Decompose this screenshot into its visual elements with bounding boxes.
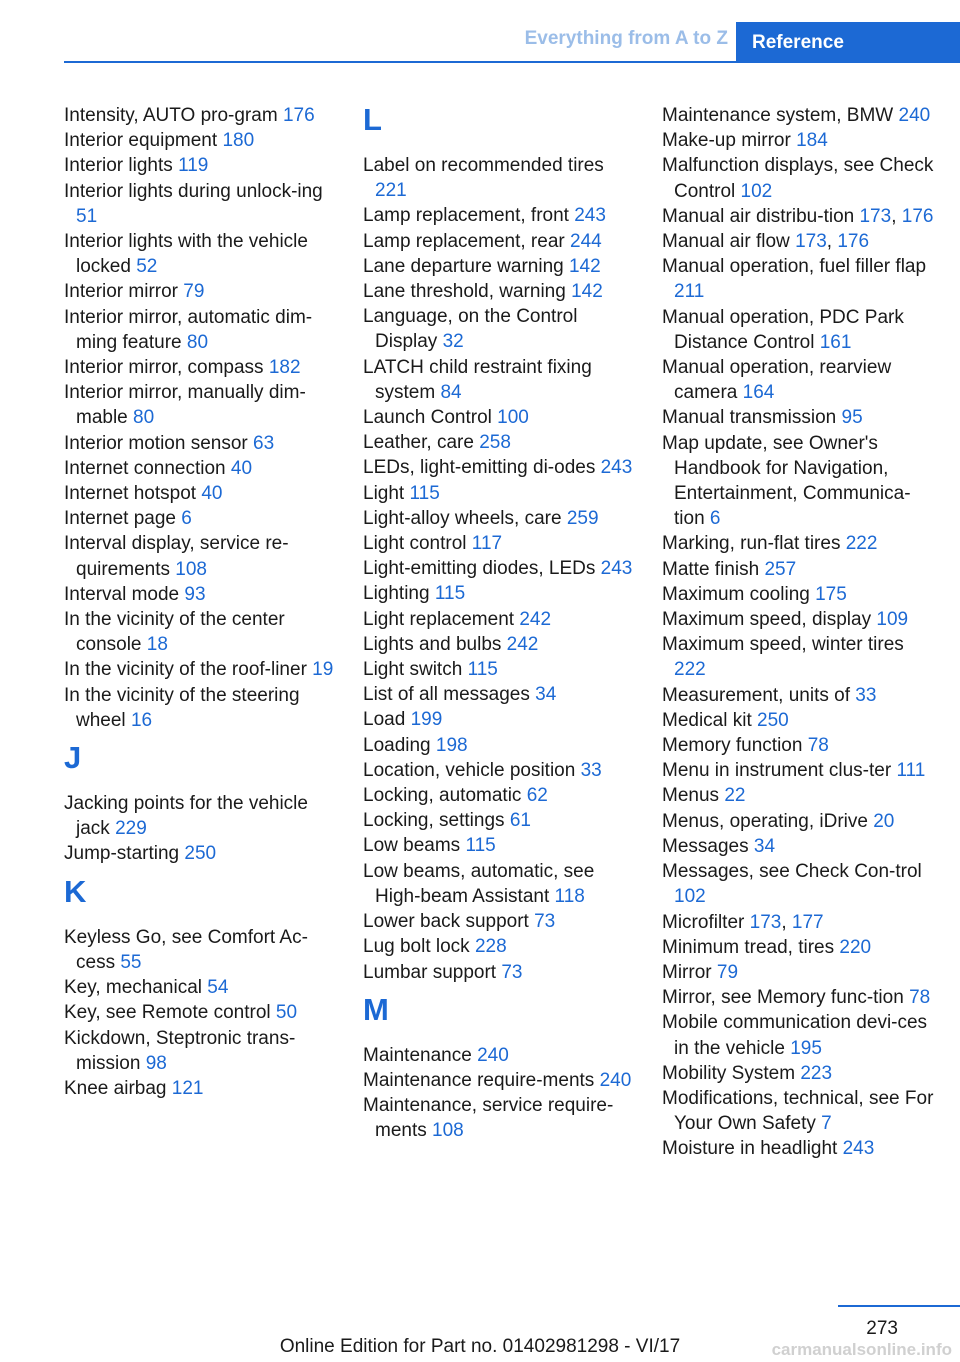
index-entry bbox=[64, 431, 339, 456]
index-term: Interior lights during unlock-ing bbox=[64, 180, 323, 202]
index-term: Mobile communication devi-ces in the vehicle bbox=[662, 1012, 928, 1059]
index-entry bbox=[363, 430, 638, 455]
index-entry bbox=[363, 556, 638, 581]
index-entry bbox=[662, 531, 937, 556]
page-reference-link[interactable]: 119 bbox=[178, 155, 209, 177]
index-entry bbox=[662, 128, 937, 153]
page-reference-link[interactable]: 242 bbox=[506, 633, 539, 655]
page-reference-link[interactable]: 257 bbox=[764, 558, 797, 580]
page-reference-link[interactable]: 195 bbox=[790, 1037, 822, 1059]
footer-rule bbox=[838, 1305, 960, 1307]
index-entry bbox=[64, 153, 339, 178]
index-term: Moisture in headlight bbox=[662, 1138, 838, 1160]
page-reference-link[interactable]: 78 bbox=[909, 987, 931, 1009]
index-term: Map update, see Owner's Handbook for Navigation, Entertainment, Communica-tion bbox=[662, 432, 911, 530]
page-reference-link[interactable]: 229 bbox=[115, 818, 147, 840]
page-reference-link[interactable]: 244 bbox=[570, 230, 602, 252]
index-entry bbox=[662, 557, 937, 582]
page-reference-link[interactable]: 115 bbox=[409, 482, 440, 504]
index-term: Lower back support bbox=[363, 911, 529, 933]
page-reference-link[interactable]: 173 bbox=[859, 205, 892, 227]
page-reference-link[interactable]: 54 bbox=[207, 977, 229, 999]
index-term: Jump-starting bbox=[64, 843, 180, 865]
index-entry bbox=[662, 683, 937, 708]
index-term: Intensity, AUTO pro-gram bbox=[64, 105, 278, 126]
index-entry bbox=[363, 783, 638, 808]
page-reference-link[interactable]: 242 bbox=[519, 608, 552, 630]
index-term: Light control bbox=[363, 533, 467, 555]
index-term: Manual operation, PDC Park Distance Control bbox=[662, 306, 904, 353]
index-term: Interior mirror, manually dim-mable bbox=[64, 382, 306, 429]
page-reference-link[interactable]: 161 bbox=[819, 331, 852, 353]
index-entry bbox=[363, 203, 638, 228]
page-reference-link[interactable]: 243 bbox=[600, 457, 633, 479]
page-reference-link[interactable]: 98 bbox=[145, 1052, 167, 1074]
index-term: Manual air flow bbox=[662, 231, 790, 253]
index-entry bbox=[64, 791, 339, 841]
page-reference-link[interactable]: 211 bbox=[674, 281, 705, 303]
letter-heading: J bbox=[64, 740, 82, 776]
index-entry bbox=[662, 935, 937, 960]
index-term: Manual air distribu-tion bbox=[662, 205, 855, 227]
page-reference-link[interactable]: 221 bbox=[375, 180, 407, 202]
index-entry bbox=[662, 103, 937, 128]
page-reference-link[interactable]: 220 bbox=[839, 936, 872, 958]
index-entry bbox=[662, 960, 937, 985]
index-term: Marking, run-flat tires bbox=[662, 533, 841, 555]
letter-heading: L bbox=[363, 102, 382, 137]
index-term: Location, vehicle position bbox=[363, 759, 576, 781]
page-reference-link[interactable]: 259 bbox=[566, 507, 599, 529]
page-reference-link[interactable]: 63 bbox=[253, 432, 275, 454]
index-entry bbox=[363, 859, 638, 909]
page-reference-link[interactable]: 78 bbox=[807, 735, 829, 757]
index-term: Maintenance require-ments bbox=[363, 1069, 595, 1091]
index-term: Memory function bbox=[662, 735, 803, 757]
letter-heading: K bbox=[64, 873, 87, 909]
index-term: Matte finish bbox=[662, 558, 760, 580]
page-reference-link[interactable]: 6 bbox=[709, 508, 721, 530]
index-term: Modifications, technical, see For Your Own Safety bbox=[662, 1087, 934, 1135]
index-entry: Manual air flow 173, 176 bbox=[662, 231, 870, 253]
index-term: Internet page bbox=[64, 508, 176, 530]
index-column-1 bbox=[64, 103, 339, 1101]
index-term: Key, see Remote control bbox=[64, 1002, 271, 1024]
index-term: Lane departure warning bbox=[363, 255, 564, 277]
index-term: Internet connection bbox=[64, 457, 226, 479]
index-entry bbox=[662, 607, 937, 632]
index-term: Interior mirror, automatic dim-ming feature bbox=[64, 306, 313, 353]
page-reference-link[interactable]: 243 bbox=[600, 558, 633, 580]
index-entry bbox=[64, 582, 339, 607]
index-term: Messages bbox=[662, 835, 749, 857]
index-entry bbox=[363, 1043, 638, 1068]
index-entry bbox=[662, 305, 937, 355]
index-entry bbox=[363, 355, 638, 405]
index-term: Light switch bbox=[363, 659, 463, 681]
page-reference-link[interactable]: 40 bbox=[230, 457, 253, 479]
index-entry bbox=[64, 279, 339, 304]
index-term: Menus, operating, iDrive bbox=[662, 810, 868, 832]
page-reference-link[interactable]: 102 bbox=[674, 886, 706, 908]
index-term: Keyless Go, see Comfort Ac-cess bbox=[64, 926, 308, 973]
index-entry bbox=[363, 808, 638, 833]
index-column-2 bbox=[363, 103, 638, 1144]
index-entry bbox=[662, 733, 937, 758]
index-entry bbox=[363, 304, 638, 354]
running-header-chapter-tab: Reference bbox=[736, 22, 960, 62]
index-term: Lug bolt lock bbox=[363, 936, 470, 958]
index-term: Interior equipment bbox=[64, 130, 218, 152]
index-term: Maximum speed, display bbox=[662, 609, 872, 631]
index-entry: Manual air distribu-tion 173, 176 bbox=[662, 205, 934, 227]
index-term: Lane threshold, warning bbox=[363, 281, 566, 303]
page-reference-link[interactable]: 79 bbox=[716, 961, 739, 983]
page-reference-link[interactable]: 22 bbox=[724, 785, 746, 807]
index-term: In the vicinity of the center console bbox=[64, 609, 285, 656]
index-term: Menus bbox=[662, 785, 720, 807]
index-entry bbox=[363, 607, 638, 632]
index-entry bbox=[64, 179, 339, 229]
index-entry bbox=[363, 632, 638, 657]
page-reference-link[interactable]: 198 bbox=[435, 734, 468, 756]
index-entry bbox=[363, 833, 638, 858]
index-entry bbox=[662, 1086, 937, 1136]
index-term: Light replacement bbox=[363, 608, 515, 630]
index-term: List of all messages bbox=[363, 684, 530, 706]
page-reference-link[interactable]: 108 bbox=[432, 1120, 464, 1142]
page-number: 273 bbox=[866, 1318, 898, 1339]
index-entry bbox=[662, 809, 937, 834]
index-term: Interior mirror bbox=[64, 281, 179, 303]
page-reference-link[interactable]: 117 bbox=[471, 533, 503, 555]
page-reference-link[interactable]: 51 bbox=[76, 205, 98, 227]
index-term: Messages, see Check Con-trol bbox=[662, 861, 922, 883]
index-term: Interval mode bbox=[64, 583, 180, 605]
page-reference-link[interactable]: 62 bbox=[526, 785, 548, 807]
index-entry bbox=[363, 657, 638, 682]
index-term: Kickdown, Steptronic trans-mission bbox=[64, 1027, 296, 1074]
index-entry bbox=[662, 632, 937, 682]
index-term: Light-alloy wheels, care bbox=[363, 507, 562, 529]
page-reference-link[interactable]: 175 bbox=[815, 583, 847, 605]
page-reference-link[interactable]: 173 bbox=[749, 911, 782, 933]
index-column-3 bbox=[662, 103, 937, 1162]
index-entry bbox=[662, 1010, 937, 1060]
index-term: Malfunction displays, see Check Control bbox=[662, 155, 934, 202]
page-reference-link[interactable]: 73 bbox=[534, 911, 556, 933]
index-entry bbox=[662, 254, 937, 304]
index-entry bbox=[64, 683, 339, 733]
index-entry bbox=[363, 506, 638, 531]
index-term: Medical kit bbox=[662, 709, 752, 731]
page-reference-link[interactable]: 258 bbox=[479, 432, 511, 454]
index-term: Microfilter bbox=[662, 911, 745, 933]
page-reference-link[interactable]: 33 bbox=[855, 684, 877, 706]
page-reference-link[interactable]: 19 bbox=[312, 659, 334, 681]
page-reference-link[interactable]: 240 bbox=[898, 105, 931, 126]
index-term: Language, on the Control Display bbox=[363, 306, 578, 353]
index-term: Measurement, units of bbox=[662, 684, 850, 706]
index-entry bbox=[662, 985, 937, 1010]
page-reference-link[interactable]: 20 bbox=[873, 810, 895, 832]
index-entry bbox=[363, 733, 638, 758]
page-reference-link[interactable]: 55 bbox=[120, 951, 142, 973]
index-term: Low beams, automatic, see High-beam Assistant bbox=[363, 860, 595, 907]
index-term: Mobility System bbox=[662, 1062, 796, 1084]
page-reference-link[interactable]: 176 bbox=[901, 205, 934, 227]
index-entry bbox=[363, 229, 638, 254]
page-reference-link[interactable]: 240 bbox=[477, 1044, 509, 1066]
index-entry bbox=[64, 531, 339, 581]
index-entry bbox=[363, 254, 638, 279]
page-reference-link[interactable]: 108 bbox=[175, 558, 207, 580]
index-entry bbox=[64, 1026, 339, 1076]
page-reference-link[interactable]: 176 bbox=[282, 105, 315, 126]
page-reference-link[interactable]: 6 bbox=[181, 508, 192, 530]
index-entry bbox=[662, 783, 937, 808]
page-reference-link[interactable]: 33 bbox=[580, 759, 602, 781]
page-reference-link[interactable]: 115 bbox=[434, 583, 466, 605]
index-entry bbox=[64, 506, 339, 531]
page-reference-link[interactable]: 100 bbox=[497, 407, 529, 429]
index-term: In the vicinity of the steering wheel bbox=[64, 684, 300, 731]
index-entry bbox=[662, 355, 937, 405]
index-term: Lights and bulbs bbox=[363, 633, 502, 655]
page-reference-link[interactable]: 115 bbox=[467, 659, 498, 681]
page-reference-link[interactable]: 40 bbox=[201, 483, 223, 505]
index-term: Minimum tread, tires bbox=[662, 936, 835, 958]
index-term: Interior mirror, compass bbox=[64, 357, 264, 379]
page-reference-link[interactable]: 118 bbox=[554, 885, 585, 907]
page-reference-link[interactable]: 222 bbox=[845, 533, 878, 555]
index-term: Jacking points for the vehicle jack bbox=[64, 793, 308, 840]
index-entry bbox=[64, 305, 339, 355]
page-reference-link[interactable]: 80 bbox=[186, 331, 209, 353]
index-entry bbox=[64, 481, 339, 506]
index-entry bbox=[64, 1000, 339, 1025]
page-reference-link[interactable]: 184 bbox=[796, 130, 828, 152]
page-reference-link[interactable]: 240 bbox=[599, 1069, 632, 1091]
index-entry bbox=[662, 405, 937, 430]
index-entry bbox=[64, 1076, 339, 1101]
watermark: carmanualsonline.info bbox=[771, 1340, 952, 1359]
index-term: Maintenance, service require-ments bbox=[363, 1095, 614, 1142]
index-term: Launch Control bbox=[363, 407, 492, 429]
index-entry bbox=[363, 960, 638, 985]
index-term: Low beams bbox=[363, 835, 461, 857]
page-reference-link[interactable]: 79 bbox=[183, 281, 205, 303]
index-entry bbox=[363, 758, 638, 783]
index-entry bbox=[64, 975, 339, 1000]
page-reference-link[interactable]: 142 bbox=[568, 255, 601, 277]
page-reference-link[interactable]: 102 bbox=[740, 180, 773, 202]
index-entry bbox=[64, 229, 339, 279]
index-term: Manual operation, rearview camera bbox=[662, 357, 892, 404]
index-entry bbox=[363, 707, 638, 732]
index-entry bbox=[662, 859, 937, 909]
page-reference-link[interactable]: 243 bbox=[842, 1138, 875, 1160]
page-reference-link[interactable]: 34 bbox=[535, 684, 557, 706]
page-reference-link[interactable]: 164 bbox=[742, 382, 775, 404]
index-term: Lamp replacement, rear bbox=[363, 230, 565, 252]
page-reference-link[interactable]: 121 bbox=[171, 1077, 204, 1099]
index-entry bbox=[64, 103, 339, 128]
index-term: Light-emitting diodes, LEDs bbox=[363, 558, 596, 580]
index-entry bbox=[363, 531, 638, 556]
index-entry bbox=[64, 841, 339, 866]
index-term: Lumbar support bbox=[363, 961, 497, 983]
index-entry bbox=[363, 934, 638, 959]
page-reference-link[interactable]: 95 bbox=[841, 407, 863, 429]
index-term: Interval display, service re-quirements bbox=[64, 533, 289, 580]
index-term: Label on recommended tires bbox=[363, 155, 604, 176]
index-entry bbox=[662, 708, 937, 733]
index-term: Make-up mirror bbox=[662, 130, 791, 152]
index-entry bbox=[363, 1093, 638, 1143]
index-entry bbox=[363, 1068, 638, 1093]
index-entry bbox=[363, 153, 638, 203]
page-reference-link[interactable]: 52 bbox=[136, 256, 158, 278]
page-reference-link[interactable]: 228 bbox=[474, 936, 507, 958]
index-entry bbox=[662, 1136, 937, 1161]
index-term: Maintenance system, BMW bbox=[662, 105, 894, 126]
index-entry bbox=[363, 455, 638, 480]
page-reference-link[interactable]: 115 bbox=[465, 835, 496, 857]
page-reference-link[interactable]: 250 bbox=[184, 843, 217, 865]
index-entry bbox=[64, 380, 339, 430]
index-term: Internet hotspot bbox=[64, 483, 197, 505]
index-entry bbox=[363, 481, 638, 506]
page-reference-link[interactable]: 176 bbox=[837, 231, 870, 253]
index-entry bbox=[662, 834, 937, 859]
index-entry bbox=[64, 607, 339, 657]
index-entry bbox=[64, 657, 339, 682]
index-term: Maintenance bbox=[363, 1044, 472, 1066]
index-term: Load bbox=[363, 709, 406, 731]
index-entry bbox=[662, 758, 937, 783]
index-entry bbox=[64, 925, 339, 975]
page-reference-link[interactable]: 243 bbox=[574, 205, 606, 227]
index-entry bbox=[363, 909, 638, 934]
index-entry bbox=[662, 1061, 937, 1086]
page-reference-link[interactable]: 182 bbox=[268, 357, 301, 379]
page-reference-link[interactable]: 61 bbox=[509, 810, 531, 832]
page-reference-link[interactable]: 142 bbox=[571, 281, 603, 303]
index-entry bbox=[64, 456, 339, 481]
page-reference-link[interactable]: 173 bbox=[795, 231, 827, 253]
index-entry bbox=[363, 279, 638, 304]
index-term: Maximum cooling bbox=[662, 583, 810, 605]
index-term: Locking, automatic bbox=[363, 785, 522, 807]
page-reference-link[interactable]: 80 bbox=[133, 407, 155, 429]
index-term: Loading bbox=[363, 734, 431, 756]
page-reference-link[interactable]: 18 bbox=[146, 634, 168, 656]
page-reference-link[interactable]: 223 bbox=[800, 1062, 833, 1084]
page-reference-link[interactable]: 73 bbox=[501, 961, 523, 983]
index-term: Menu in instrument clus-ter bbox=[662, 760, 892, 782]
page-reference-link[interactable]: 32 bbox=[442, 331, 464, 353]
index-entry bbox=[64, 128, 339, 153]
index-term: Key, mechanical bbox=[64, 977, 202, 999]
index-term: Mirror bbox=[662, 961, 712, 983]
index-term: Lighting bbox=[363, 583, 430, 605]
index-term: LATCH child restraint fixing system bbox=[363, 356, 592, 403]
index-entry bbox=[363, 581, 638, 606]
index-entry bbox=[363, 682, 638, 707]
index-term: Leather, care bbox=[363, 432, 474, 454]
letter-heading: M bbox=[363, 991, 389, 1027]
page-reference-link[interactable]: 250 bbox=[757, 709, 789, 731]
page-reference-link[interactable]: 84 bbox=[440, 381, 462, 403]
index-entry bbox=[363, 405, 638, 430]
page-reference-link[interactable]: 111 bbox=[896, 760, 926, 782]
index-entry bbox=[662, 582, 937, 607]
index-term: Manual transmission bbox=[662, 407, 837, 429]
running-header-section: Everything from A to Z bbox=[524, 28, 728, 49]
page-reference-link[interactable]: 93 bbox=[184, 583, 206, 605]
page-reference-link[interactable]: 7 bbox=[821, 1113, 832, 1135]
page-reference-link[interactable]: 16 bbox=[130, 709, 153, 731]
index-entry bbox=[662, 431, 937, 532]
index-entry: Microfilter 173, 177 bbox=[662, 911, 824, 933]
edition-note: Online Edition for Part no. 01402981298 - VI/17 bbox=[279, 1336, 681, 1357]
index-term: Interior lights bbox=[64, 155, 173, 177]
header-rule bbox=[64, 61, 960, 63]
index-entry bbox=[662, 153, 937, 203]
page-reference-link[interactable]: 180 bbox=[222, 130, 255, 152]
page-reference-link[interactable]: 109 bbox=[876, 609, 909, 631]
index-entry bbox=[64, 355, 339, 380]
index-term: Mirror, see Memory func-tion bbox=[662, 987, 904, 1009]
index-term: LEDs, light-emitting di-odes bbox=[363, 457, 596, 479]
index-term: Maximum speed, winter tires bbox=[662, 634, 904, 656]
index-term: Manual operation, fuel filler flap bbox=[662, 256, 927, 278]
page-reference-link[interactable]: 34 bbox=[753, 835, 776, 857]
index-term: Interior lights with the vehicle locked bbox=[64, 231, 308, 278]
page-reference-link[interactable]: 199 bbox=[410, 709, 443, 731]
index-term: In the vicinity of the roof-liner bbox=[64, 659, 307, 681]
page-reference-link[interactable]: 177 bbox=[791, 911, 824, 933]
page-reference-link[interactable]: 50 bbox=[275, 1002, 298, 1024]
index-term: Lamp replacement, front bbox=[363, 205, 569, 227]
index-term: Knee airbag bbox=[64, 1077, 167, 1099]
index-term: Interior motion sensor bbox=[64, 432, 248, 454]
page-reference-link[interactable]: 222 bbox=[674, 659, 706, 681]
index-term: Locking, settings bbox=[363, 810, 505, 832]
index-term: Light bbox=[363, 482, 405, 504]
